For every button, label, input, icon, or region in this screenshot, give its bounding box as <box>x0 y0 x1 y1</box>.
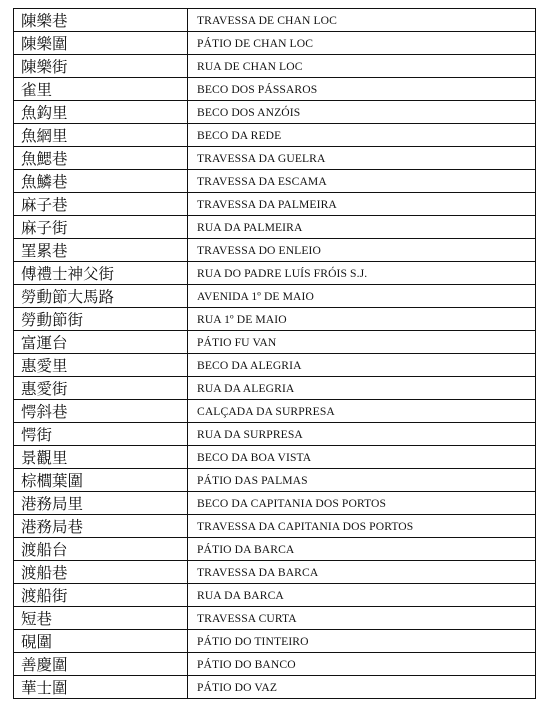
chinese-street-name: 硯圍 <box>14 630 188 653</box>
portuguese-street-name: RUA DA SURPRESA <box>188 423 536 446</box>
table-row <box>14 32 536 55</box>
portuguese-street-name: BECO DA BOA VISTA <box>188 446 536 469</box>
table-row <box>14 446 536 469</box>
chinese-street-name: 渡船台 <box>14 538 188 561</box>
table-row <box>14 377 536 400</box>
table-row <box>14 607 536 630</box>
chinese-street-name: 愕街 <box>14 423 188 446</box>
chinese-street-name: 陳樂街 <box>14 55 188 78</box>
chinese-street-name: 麻子街 <box>14 216 188 239</box>
portuguese-street-name: BECO DA ALEGRIA <box>188 354 536 377</box>
table-row <box>14 78 536 101</box>
chinese-street-name: 陳樂巷 <box>14 9 188 32</box>
chinese-street-name: 罣累巷 <box>14 239 188 262</box>
chinese-street-name: 惠愛里 <box>14 354 188 377</box>
chinese-street-name: 渡船巷 <box>14 561 188 584</box>
portuguese-street-name: PÁTIO FU VAN <box>188 331 536 354</box>
chinese-street-name: 短巷 <box>14 607 188 630</box>
table-row <box>14 423 536 446</box>
chinese-street-name: 麻子巷 <box>14 193 188 216</box>
table-row <box>14 515 536 538</box>
chinese-street-name: 魚網里 <box>14 124 188 147</box>
chinese-street-name: 雀里 <box>14 78 188 101</box>
table-row <box>14 55 536 78</box>
chinese-street-name: 魚鱗巷 <box>14 170 188 193</box>
chinese-street-name: 渡船街 <box>14 584 188 607</box>
chinese-street-name: 港務局里 <box>14 492 188 515</box>
chinese-street-name: 棕櫚葉圍 <box>14 469 188 492</box>
table-row <box>14 239 536 262</box>
table-row <box>14 354 536 377</box>
portuguese-street-name: PÁTIO DO TINTEIRO <box>188 630 536 653</box>
portuguese-street-name: CALÇADA DA SURPRESA <box>188 400 536 423</box>
street-names-table <box>13 8 536 699</box>
chinese-street-name: 勞動節街 <box>14 308 188 331</box>
table-row <box>14 308 536 331</box>
chinese-street-name: 善慶圍 <box>14 653 188 676</box>
portuguese-street-name: BECO DA CAPITANIA DOS PORTOS <box>188 492 536 515</box>
chinese-street-name: 陳樂圍 <box>14 32 188 55</box>
chinese-street-name: 景觀里 <box>14 446 188 469</box>
portuguese-street-name: BECO DOS ANZÓIS <box>188 101 536 124</box>
table-row <box>14 262 536 285</box>
chinese-street-name: 富運台 <box>14 331 188 354</box>
table-row <box>14 400 536 423</box>
portuguese-street-name: TRAVESSA DA ESCAMA <box>188 170 536 193</box>
portuguese-street-name: BECO DOS PÁSSAROS <box>188 78 536 101</box>
table-row <box>14 630 536 653</box>
chinese-street-name: 魚鈎里 <box>14 101 188 124</box>
portuguese-street-name: RUA DA ALEGRIA <box>188 377 536 400</box>
chinese-street-name: 傅禮士神父街 <box>14 262 188 285</box>
table-row <box>14 653 536 676</box>
table-row <box>14 101 536 124</box>
chinese-street-name: 華士圍 <box>14 676 188 699</box>
table-row <box>14 469 536 492</box>
portuguese-street-name: RUA DO PADRE LUÍS FRÓIS S.J. <box>188 262 536 285</box>
portuguese-street-name: PÁTIO DO VAZ <box>188 676 536 699</box>
table-row <box>14 538 536 561</box>
street-name-sheet <box>13 8 536 699</box>
portuguese-street-name: RUA DA BARCA <box>188 584 536 607</box>
table-row <box>14 216 536 239</box>
portuguese-street-name: TRAVESSA DA PALMEIRA <box>188 193 536 216</box>
table-row <box>14 331 536 354</box>
portuguese-street-name: RUA DE CHAN LOC <box>188 55 536 78</box>
portuguese-street-name: TRAVESSA DO ENLEIO <box>188 239 536 262</box>
table-row <box>14 492 536 515</box>
chinese-street-name: 惠愛街 <box>14 377 188 400</box>
portuguese-street-name: TRAVESSA DE CHAN LOC <box>188 9 536 32</box>
table-row <box>14 124 536 147</box>
chinese-street-name: 愕斜巷 <box>14 400 188 423</box>
portuguese-street-name: TRAVESSA DA BARCA <box>188 561 536 584</box>
portuguese-street-name: TRAVESSA CURTA <box>188 607 536 630</box>
portuguese-street-name: TRAVESSA DA GUELRA <box>188 147 536 170</box>
table-row <box>14 147 536 170</box>
chinese-street-name: 魚鰓巷 <box>14 147 188 170</box>
portuguese-street-name: BECO DA REDE <box>188 124 536 147</box>
portuguese-street-name: RUA 1º DE MAIO <box>188 308 536 331</box>
portuguese-street-name: PÁTIO DA BARCA <box>188 538 536 561</box>
street-names-body <box>14 9 536 699</box>
portuguese-street-name: PÁTIO DE CHAN LOC <box>188 32 536 55</box>
table-row <box>14 676 536 699</box>
table-row <box>14 170 536 193</box>
portuguese-street-name: AVENIDA 1º DE MAIO <box>188 285 536 308</box>
portuguese-street-name: TRAVESSA DA CAPITANIA DOS PORTOS <box>188 515 536 538</box>
table-row <box>14 285 536 308</box>
table-row <box>14 561 536 584</box>
portuguese-street-name: PÁTIO DAS PALMAS <box>188 469 536 492</box>
table-row <box>14 9 536 32</box>
table-row <box>14 584 536 607</box>
portuguese-street-name: RUA DA PALMEIRA <box>188 216 536 239</box>
portuguese-street-name: PÁTIO DO BANCO <box>188 653 536 676</box>
table-row <box>14 193 536 216</box>
chinese-street-name: 勞動節大馬路 <box>14 285 188 308</box>
chinese-street-name: 港務局巷 <box>14 515 188 538</box>
